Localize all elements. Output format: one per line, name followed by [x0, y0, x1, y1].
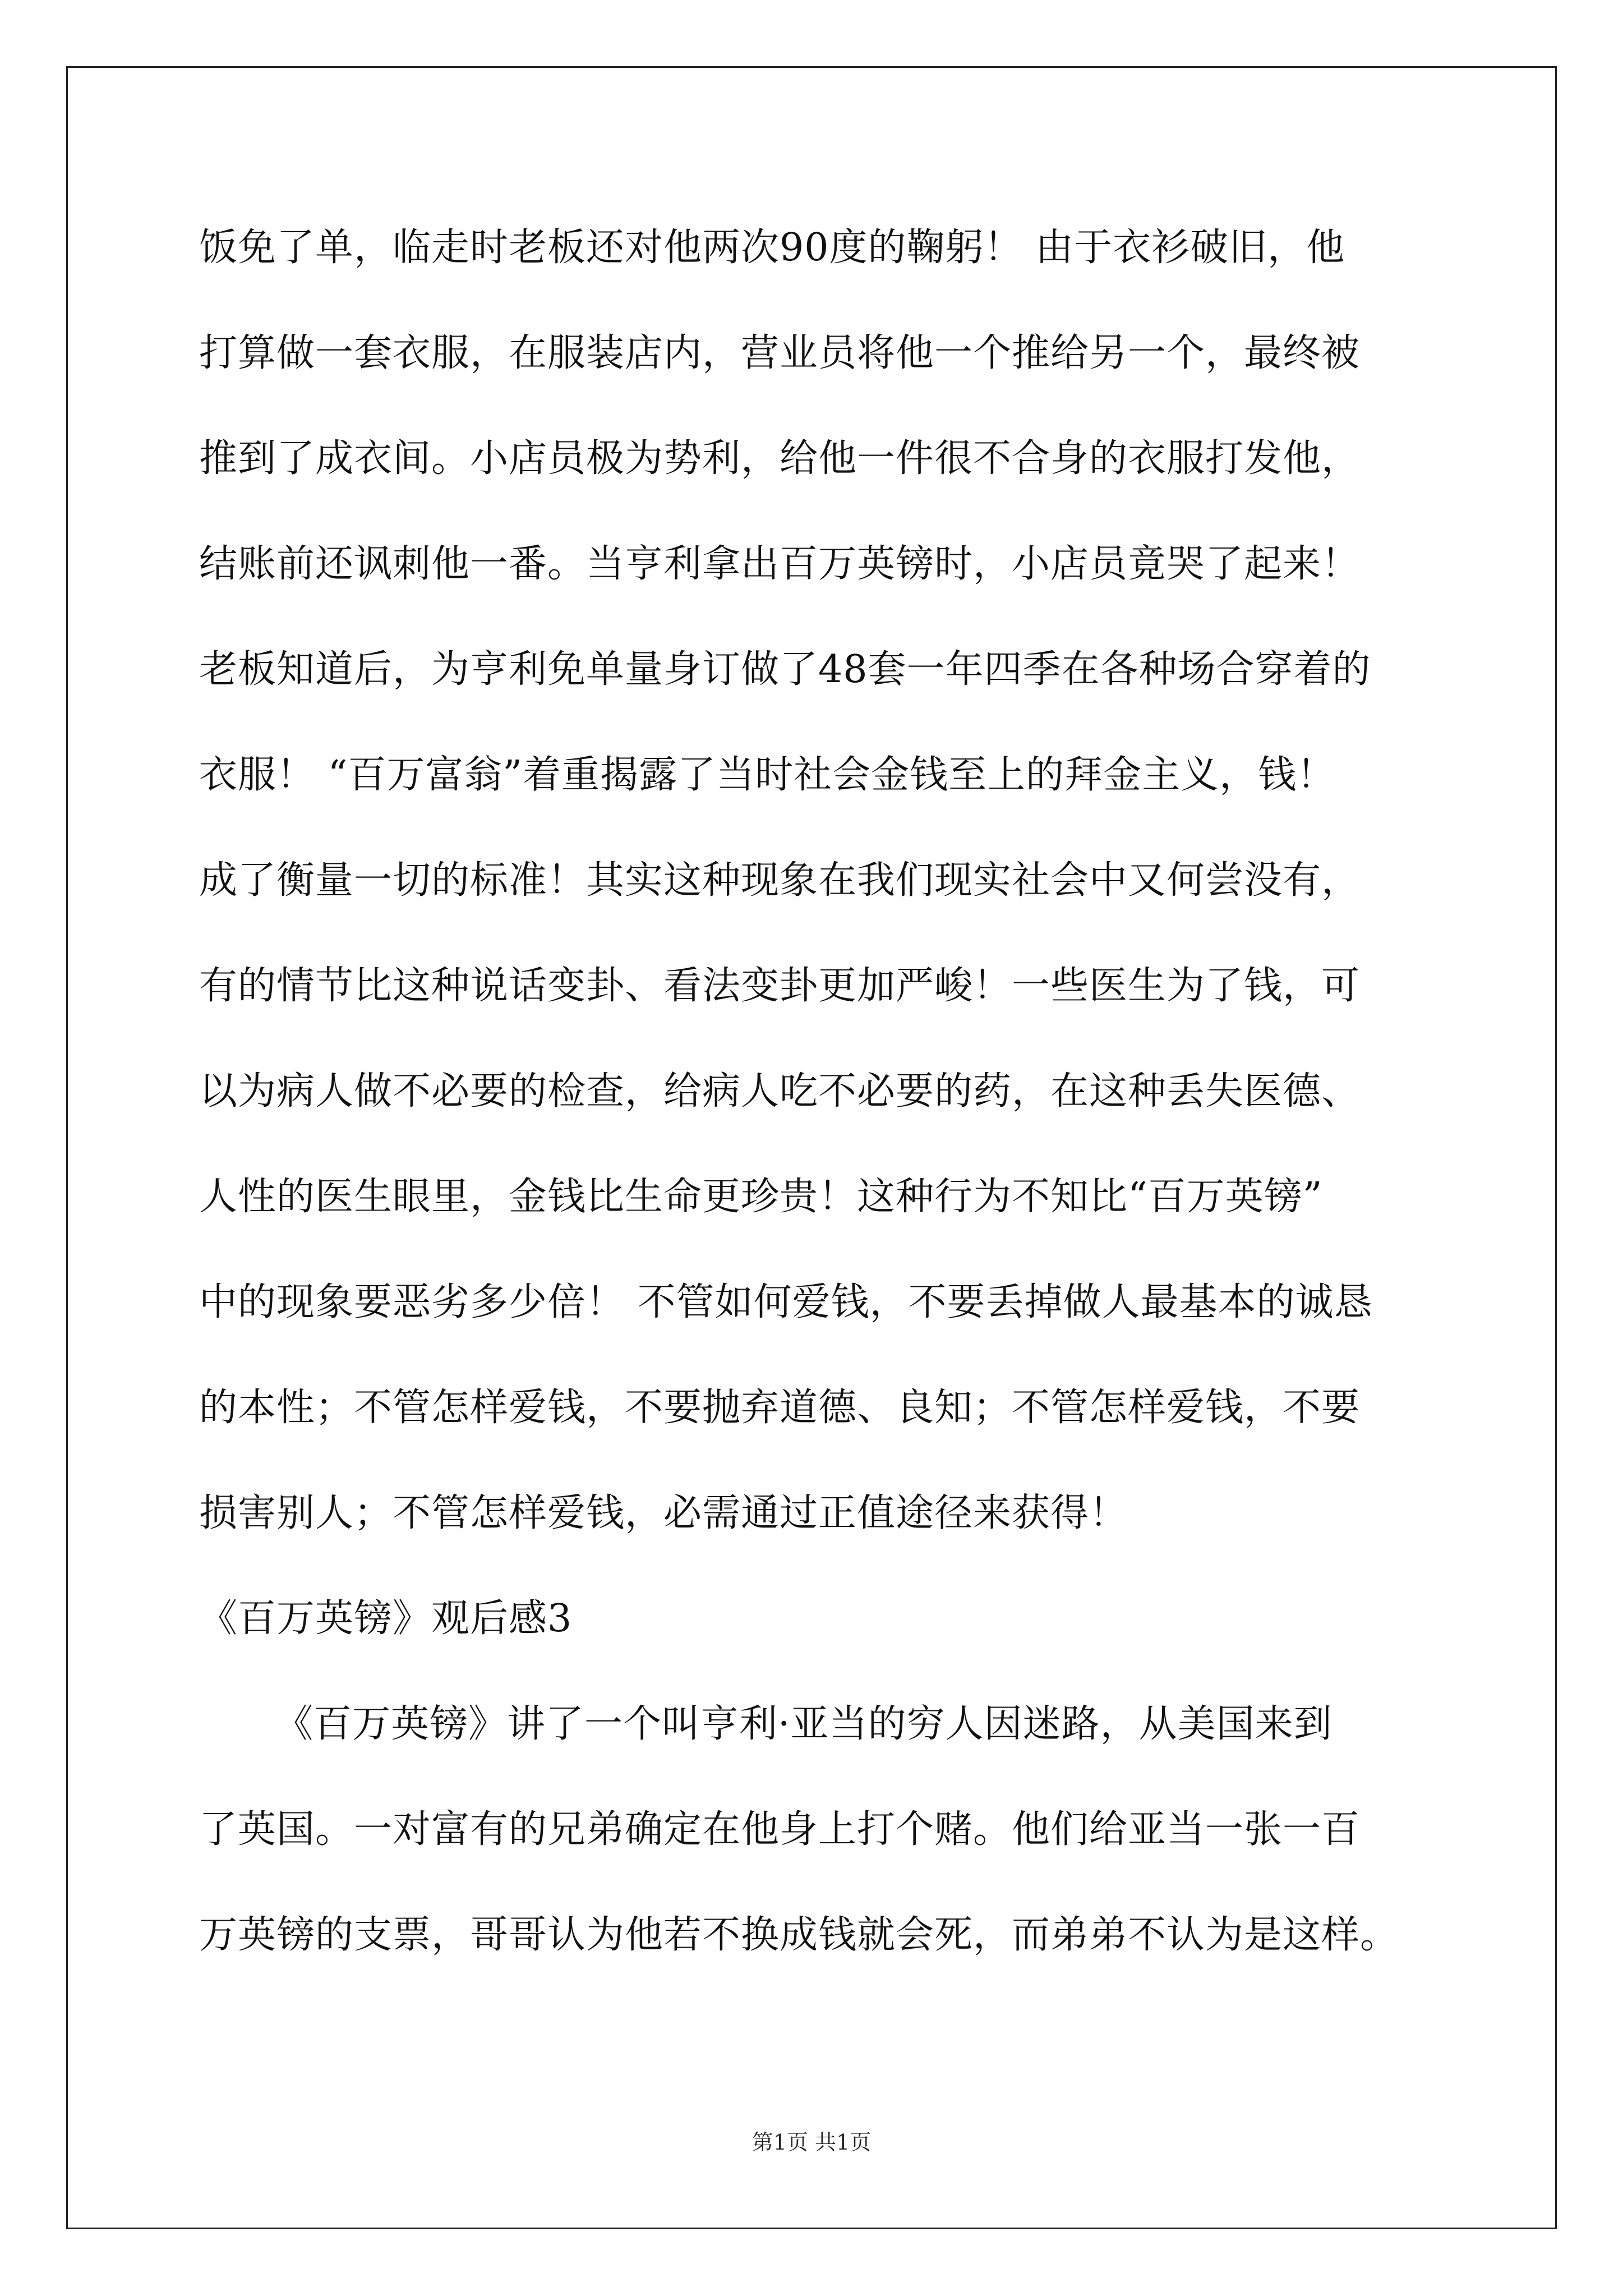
section-heading: 《百万英镑》观后感3 [199, 1596, 573, 1641]
body-text-line: 打算做一套衣服，在服装店内，营业员将他一个推给另一个，最终被 [199, 331, 1361, 375]
body-text-line: 成了衡量一切的标准！其实这种现象在我们现实社会中又何尝没有， [199, 858, 1361, 903]
body-text-line: 饭免了单，临走时老板还对他两次90度的鞠躬！ 由于衣衫破旧，他 [199, 226, 1345, 270]
body-text-line: 损害别人；不管怎样爱钱，必需通过正值途径来获得！ [199, 1491, 1128, 1535]
body-text-line: 推到了成衣间。小店员极为势利，给他一件很不合身的衣服打发他， [199, 436, 1361, 481]
body-text-line: 人性的医生眼里，金钱比生命更珍贵！这种行为不知比“百万英镑” [199, 1175, 1323, 1219]
page-border [66, 66, 1557, 2229]
paragraph-first-line: 《百万英镑》讲了一个叫亨利·亚当的穷人因迷路，从美国来到 [275, 1702, 1332, 1746]
body-text-line: 衣服！ “百万富翁”着重揭露了当时社会金钱至上的拜金主义，钱！ [199, 753, 1336, 797]
body-text-line: 中的现象要恶劣多少倍！ 不管如何爱钱，不要丢掉做人最基本的诚恳 [199, 1280, 1373, 1324]
body-text-line: 万英镑的支票，哥哥认为他若不换成钱就会死，而弟弟不认为是这样。 [199, 1913, 1399, 1957]
body-text-line: 了英国。一对富有的兄弟确定在他身上打个赌。他们给亚当一张一百 [199, 1807, 1361, 1852]
body-text-line: 有的情节比这种说话变卦、看法变卦更加严峻！一些医生为了钱，可 [199, 964, 1361, 1008]
body-text-line: 老板知道后，为亨利免单量身订做了48套一年四季在各种场合穿着的 [199, 647, 1371, 692]
body-text-line: 的本性；不管怎样爱钱，不要抛弃道德、良知；不管怎样爱钱，不要 [199, 1386, 1361, 1430]
page-number-footer: 第1页 共1页 [751, 2130, 872, 2155]
body-text-line: 以为病人做不必要的检查，给病人吃不必要的药，在这种丢失医德、 [199, 1069, 1361, 1114]
body-text-line: 结账前还讽刺他一番。当亨利拿出百万英镑时，小店员竟哭了起来！ [199, 542, 1361, 586]
